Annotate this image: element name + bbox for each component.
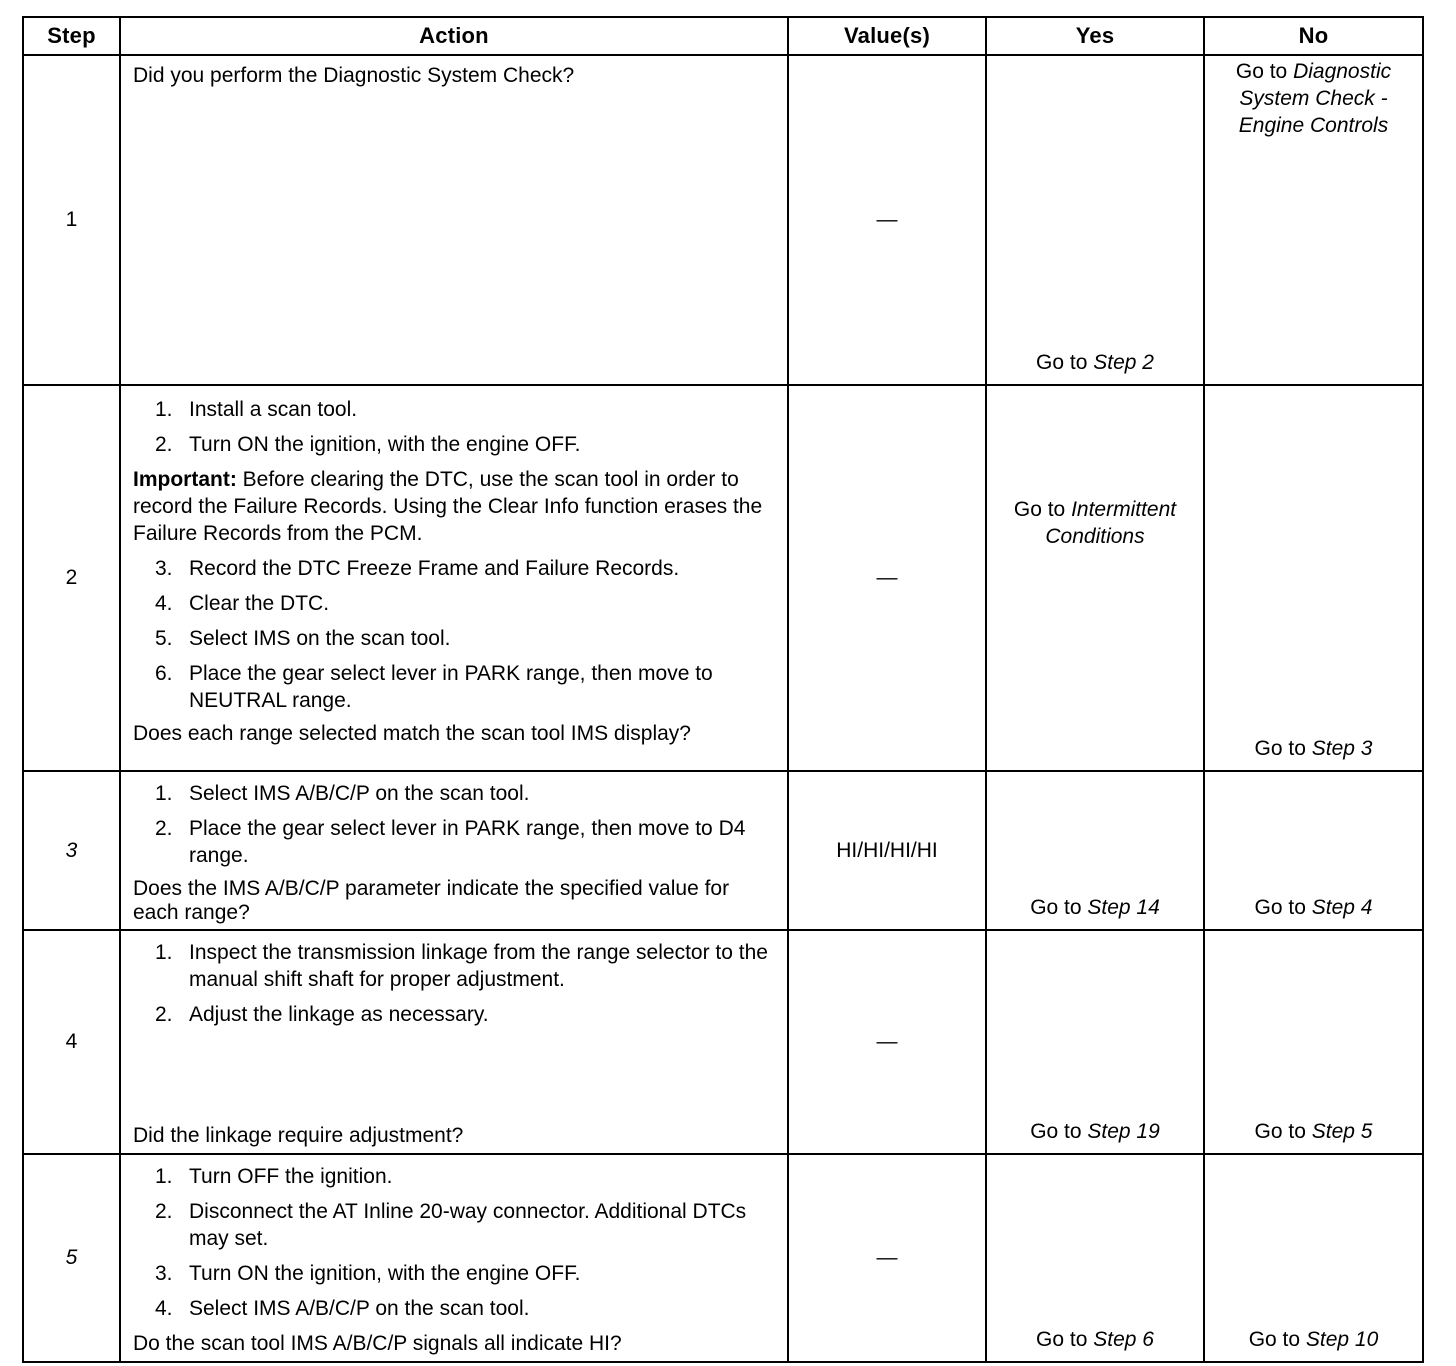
goto-target: Step 5: [1311, 1120, 1373, 1143]
list-text: Record the DTC Freeze Frame and Failure Records.: [189, 557, 680, 580]
goto-target: Step 19: [1087, 1120, 1160, 1143]
list-number: 2.: [155, 1200, 173, 1223]
important-label: Important:: [133, 468, 237, 491]
list-number: 1.: [155, 941, 173, 964]
list-item: [133, 780, 777, 807]
yes-link[interactable]: [987, 1118, 1203, 1145]
question-text: Does each range selected match the scan tool IMS display?: [133, 722, 691, 745]
list-number: 4.: [155, 1297, 173, 1320]
value-cell: —: [788, 55, 986, 385]
goto-target: Step 4: [1311, 896, 1373, 919]
goto-target: Diagnostic: [1293, 60, 1392, 83]
no-cell: [1204, 771, 1423, 930]
no-link[interactable]: [1205, 56, 1422, 141]
action-cell: [120, 385, 788, 771]
question-text: Does the IMS A/B/C/P parameter indicate the specified value for each range?: [133, 877, 730, 924]
goto-text: Go to: [1030, 896, 1088, 919]
list-number: 1.: [155, 782, 173, 805]
table-row-step-5: [23, 1154, 1423, 1362]
no-cell: [1204, 930, 1423, 1154]
list-item: [133, 1163, 777, 1190]
list-item: [133, 431, 777, 458]
goto-target: Step 2: [1093, 351, 1154, 374]
list-item: [133, 555, 777, 582]
step-number: 3: [23, 771, 120, 930]
yes-cell: [986, 930, 1204, 1154]
no-cell: [1204, 55, 1423, 385]
list-item: [133, 625, 777, 652]
table-row-step-3: [23, 771, 1423, 930]
no-link[interactable]: [1205, 894, 1422, 921]
list-number: 4.: [155, 592, 173, 615]
action-list: [133, 780, 777, 869]
header-values: Value(s): [788, 17, 986, 55]
goto-text: Go to: [1254, 737, 1312, 760]
header-row: [23, 17, 1423, 55]
table-row-step-1: [23, 55, 1423, 385]
list-text: Place the gear select lever in PARK range, then move to D4 range.: [189, 817, 746, 867]
goto-target: Conditions: [1045, 525, 1145, 548]
list-text: Turn ON the ignition, with the engine OFF.: [189, 433, 581, 456]
yes-link[interactable]: [987, 1326, 1203, 1353]
no-cell: [1204, 1154, 1423, 1362]
yes-cell: [986, 385, 1204, 771]
step-number: 5: [23, 1154, 120, 1362]
list-text: Turn OFF the ignition.: [189, 1165, 393, 1188]
question-text: Did the linkage require adjustment?: [133, 1124, 464, 1147]
step-number: 2: [23, 385, 120, 771]
list-item: [133, 660, 777, 714]
no-cell: [1204, 385, 1423, 771]
table-row-step-4: [23, 930, 1423, 1154]
value-cell: —: [788, 930, 986, 1154]
list-number: 1.: [155, 398, 173, 421]
table-row-step-2: [23, 385, 1423, 771]
value-cell: HI/HI/HI/HI: [788, 771, 986, 930]
list-number: 3.: [155, 1262, 173, 1285]
goto-text: Go to: [1254, 896, 1312, 919]
list-item: [133, 590, 777, 617]
step-number: 1: [23, 55, 120, 385]
goto-target: Step 14: [1087, 896, 1160, 919]
list-item: [133, 396, 777, 423]
list-text: Place the gear select lever in PARK range, then move to NEUTRAL range.: [189, 662, 713, 712]
header-yes: Yes: [986, 17, 1204, 55]
list-item: [133, 1260, 777, 1287]
header-step: Step: [23, 17, 120, 55]
list-number: 1.: [155, 1165, 173, 1188]
step-number: 4: [23, 930, 120, 1154]
no-link[interactable]: [1205, 1118, 1422, 1145]
list-text: Install a scan tool.: [189, 398, 358, 421]
list-text: Inspect the transmission linkage from the range selector to the manual shift shaft for proper adjustment.: [189, 941, 768, 991]
diagnostic-table: [22, 16, 1424, 1363]
list-item: [133, 1001, 777, 1028]
action-list: [133, 555, 777, 714]
header-action: Action: [120, 17, 788, 55]
list-number: 6.: [155, 662, 173, 685]
action-cell: [120, 55, 788, 385]
list-item: [133, 939, 777, 993]
goto-text: Go to: [1254, 1120, 1312, 1143]
goto-text: Go to: [1013, 498, 1072, 521]
value-cell: —: [788, 1154, 986, 1362]
list-text: Disconnect the AT Inline 20-way connector. Additional DTCs may set.: [189, 1200, 747, 1250]
value-cell: —: [788, 385, 986, 771]
header-no: No: [1204, 17, 1423, 55]
goto-text: Go to: [1036, 1328, 1094, 1351]
list-number: 5.: [155, 627, 173, 650]
yes-cell: [986, 55, 1204, 385]
goto-text: Go to: [1030, 1120, 1088, 1143]
goto-target: Step 3: [1311, 737, 1373, 760]
goto-target: Intermittent: [1071, 498, 1177, 521]
goto-target: System Check -: [1239, 87, 1388, 110]
yes-cell: [986, 1154, 1204, 1362]
action-list: [133, 396, 777, 458]
list-text: Select IMS A/B/C/P on the scan tool.: [189, 782, 530, 805]
list-text: Adjust the linkage as necessary.: [189, 1003, 489, 1026]
list-number: 2.: [155, 817, 173, 840]
list-text: Turn ON the ignition, with the engine OFF.: [189, 1262, 581, 1285]
yes-cell: [986, 771, 1204, 930]
list-text: Select IMS A/B/C/P on the scan tool.: [189, 1297, 530, 1320]
action-list: [133, 939, 777, 1028]
goto-target: Engine Controls: [1238, 114, 1389, 137]
yes-link[interactable]: [987, 894, 1203, 921]
goto-text: Go to: [1036, 351, 1094, 374]
goto-target: Step 10: [1305, 1328, 1379, 1351]
goto-target: Step 6: [1093, 1328, 1154, 1351]
yes-link[interactable]: [987, 349, 1203, 376]
list-item: [133, 815, 777, 869]
list-text: Select IMS on the scan tool.: [189, 627, 451, 650]
list-number: 3.: [155, 557, 173, 580]
goto-text: Go to: [1248, 1328, 1306, 1351]
goto-text: Go to: [1235, 60, 1294, 83]
important-note: [133, 466, 777, 547]
question-text: Did you perform the Diagnostic System Check?: [133, 64, 575, 87]
list-number: 2.: [155, 1003, 173, 1026]
action-cell: [120, 771, 788, 930]
question-text: Do the scan tool IMS A/B/C/P signals all indicate HI?: [133, 1332, 622, 1355]
action-list: [133, 1163, 777, 1322]
action-cell: [120, 1154, 788, 1362]
list-number: 2.: [155, 433, 173, 456]
important-text: Before clearing the DTC, use the scan tool in order to record the Failure Records. Using the Clear Info function erases the Failure Records from the PCM.: [133, 468, 763, 545]
no-link[interactable]: [1205, 735, 1422, 762]
list-item: [133, 1198, 777, 1252]
yes-link[interactable]: [987, 496, 1203, 550]
list-item: [133, 1295, 777, 1322]
no-link[interactable]: [1205, 1326, 1422, 1353]
list-text: Clear the DTC.: [189, 592, 330, 615]
action-cell: [120, 930, 788, 1154]
